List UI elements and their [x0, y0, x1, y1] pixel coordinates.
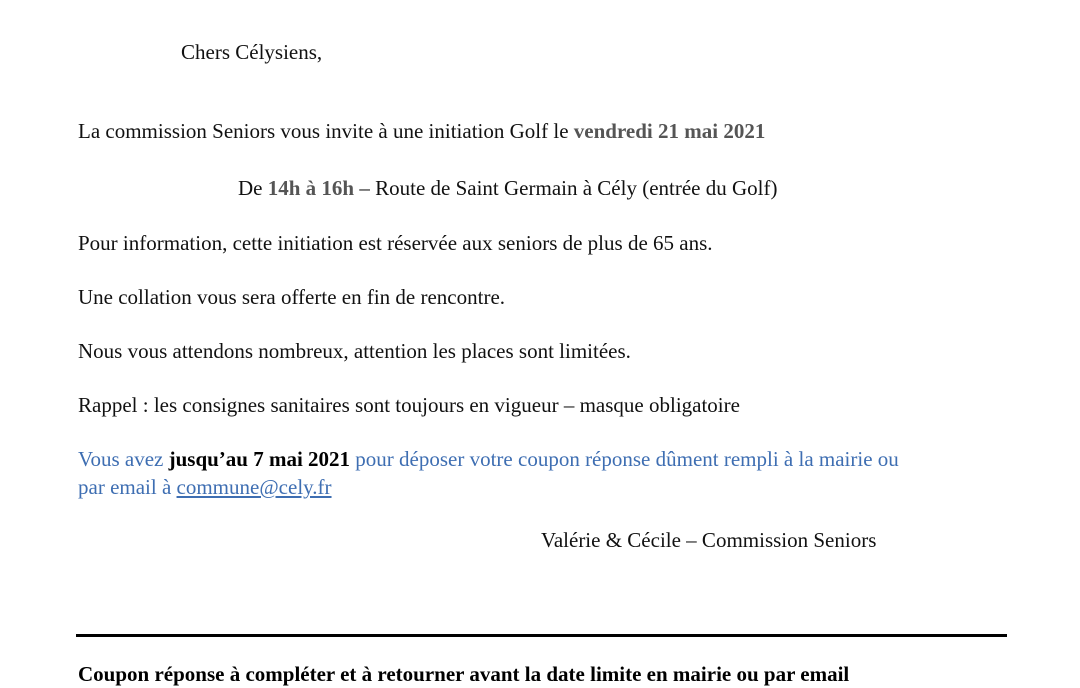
signature: Valérie & Cécile – Commission Seniors [541, 528, 877, 552]
divider-rule [76, 634, 1007, 637]
event-date: vendredi 21 mai 2021 [573, 119, 766, 143]
invite-text: La commission Seniors vous invite à une initiation Golf le [78, 119, 574, 143]
snack-line: Une collation vous sera offerte en fin de rencontre. [78, 285, 506, 309]
event-hours: 14h à 16h [267, 176, 355, 200]
deadline-line [78, 445, 899, 473]
coupon-heading: Coupon réponse à compléter et à retourner avant la date limite en mairie ou par email [78, 662, 850, 686]
info-line: Pour information, cette initiation est réservée aux seniors de plus de 65 ans. [78, 231, 713, 255]
greeting: Chers Célysiens, [181, 40, 323, 64]
email-prefix: par email à [78, 475, 177, 499]
deadline-prefix: Vous avez [78, 447, 169, 471]
reminder-line: Rappel : les consignes sanitaires sont toujours en vigueur – masque obligatoire [78, 393, 740, 417]
deadline-date: jusqu’au 7 mai 2021 [168, 447, 351, 471]
event-location: – Route de Saint Germain à Cély (entrée du Golf) [354, 176, 778, 200]
email-link[interactable]: commune@cely.fr [176, 475, 332, 499]
schedule-line [238, 174, 777, 202]
deadline-suffix: pour déposer votre coupon réponse dûment rempli à la mairie ou [350, 447, 899, 471]
expect-line: Nous vous attendons nombreux, attention les places sont limitées. [78, 339, 631, 363]
schedule-prefix: De [238, 176, 268, 200]
invite-line [78, 117, 765, 145]
email-line [78, 473, 332, 501]
